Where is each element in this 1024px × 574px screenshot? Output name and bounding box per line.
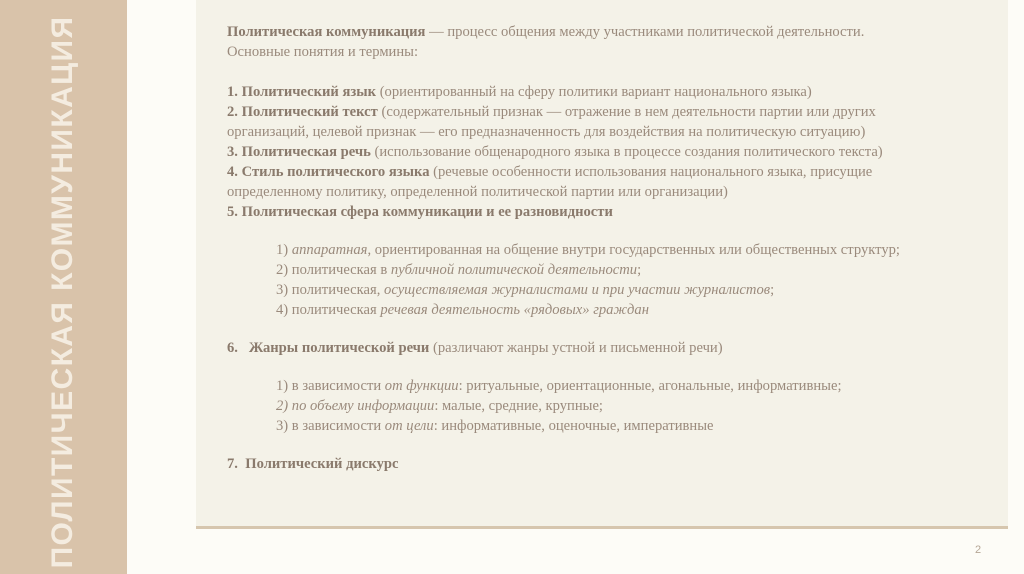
- term-name: Жанры политической речи: [248, 340, 430, 356]
- spacer: [227, 358, 987, 376]
- genre-type-item: [227, 396, 987, 416]
- item-suffix: : информативные, оценочные, императивные: [433, 418, 714, 434]
- term-number: 7.: [227, 456, 238, 472]
- item-suffix: , ориентированная на общение внутри государственных или общественных структур;: [367, 242, 900, 258]
- term-name: Стиль политического языка: [241, 164, 430, 180]
- term-description: (ориентированный на сферу политики вариант национального языка): [376, 84, 812, 100]
- term-item: [227, 102, 987, 122]
- item-prefix: 4) политическая: [276, 302, 381, 318]
- item-prefix: 3) в зависимости: [276, 418, 385, 434]
- genre-type-item: [227, 376, 987, 396]
- item-prefix: 1): [276, 242, 292, 258]
- sphere-type-item: [227, 260, 987, 280]
- term-description-continued: организаций, целевой признак — его предназначенность для воздействия на политическую ситуацию): [227, 124, 866, 140]
- slide-number: 2: [975, 544, 982, 556]
- discourse-item: [227, 454, 987, 474]
- term-description: (различают жанры устной и письменной речи): [429, 340, 723, 356]
- term-number: 3.: [227, 144, 238, 160]
- term-item: [227, 202, 987, 222]
- term-name: Политическая сфера коммуникации и ее разновидности: [241, 204, 613, 220]
- term-item: [227, 162, 987, 182]
- item-suffix: : ритуальные, ориентационные, агональные, информативные;: [458, 378, 842, 394]
- item-suffix: ;: [637, 262, 642, 278]
- sphere-type-item: [227, 280, 987, 300]
- term-description: (использование общенародного языка в процессе создания политического текста): [370, 144, 883, 160]
- spacer: [227, 222, 987, 240]
- intro-line: [227, 22, 987, 42]
- item-italic: 2) по объему информации: [276, 398, 435, 414]
- term-number: 2.: [227, 104, 238, 120]
- genre-type-item: [227, 416, 987, 436]
- intro-term: Политическая коммуникация: [227, 24, 426, 40]
- item-prefix: 2) политическая в: [276, 262, 391, 278]
- term-name: Политический текст: [241, 104, 378, 120]
- spacer: [227, 320, 987, 338]
- term-number: 5.: [227, 204, 238, 220]
- item-italic: осуществляемая журналистами и при участии журналистов: [384, 282, 771, 298]
- term-item: [227, 82, 987, 102]
- term-number: 1.: [227, 84, 238, 100]
- term-name: Политическая речь: [241, 144, 371, 160]
- term-number: 4.: [227, 164, 238, 180]
- sphere-type-item: [227, 300, 987, 320]
- term-name: Политический дискурс: [245, 456, 399, 472]
- intro-definition: — процесс общения между участниками политической деятельности.: [425, 24, 865, 40]
- spacer: [227, 436, 987, 454]
- slide-text: [227, 22, 987, 474]
- sphere-type-item: [227, 240, 987, 260]
- item-italic: речевая деятельность «рядовых» граждан: [380, 302, 649, 318]
- content-panel: [196, 0, 1008, 529]
- item-prefix: 1) в зависимости: [276, 378, 385, 394]
- item-prefix: 3) политическая,: [276, 282, 385, 298]
- item-italic: от цели: [384, 418, 434, 434]
- item-italic: от функции: [384, 378, 459, 394]
- item-suffix: ;: [770, 282, 775, 298]
- term-description: (содержательный признак — отражение в нем деятельности партии или других: [377, 104, 876, 120]
- spacer: [227, 62, 987, 82]
- item-suffix: : малые, средние, крупные;: [434, 398, 603, 414]
- term-description-continued: определенному политику, определенной политической партии или организации): [227, 184, 728, 200]
- item-italic: публичной политической деятельности: [390, 262, 638, 278]
- genres-item: [227, 338, 987, 358]
- sidebar-title: ПОЛИТИЧЕСКАЯ КОММУНИКАЦИЯ: [46, 15, 79, 569]
- term-number: 6.: [227, 340, 238, 356]
- term-name: Политический язык: [241, 84, 377, 100]
- item-italic: аппаратная: [291, 242, 368, 258]
- term-item: [227, 142, 987, 162]
- term-description: (речевые особенности использования национального языка, присущие: [429, 164, 873, 180]
- intro-subtitle: Основные понятия и термины:: [227, 44, 419, 60]
